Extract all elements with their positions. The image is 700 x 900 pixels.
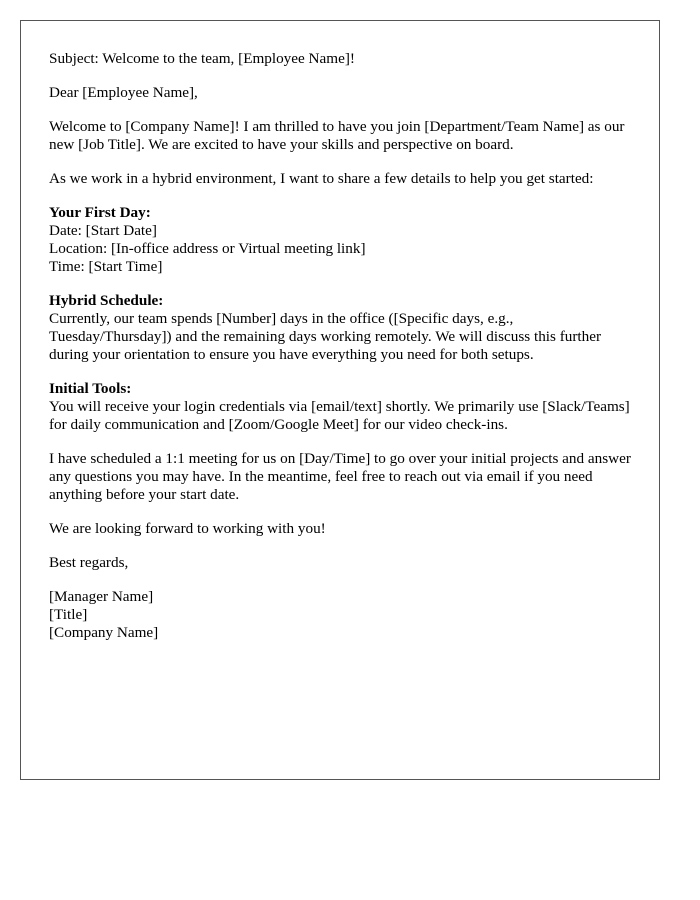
sign-off: Best regards,: [49, 554, 129, 571]
hybrid-intro-paragraph: As we work in a hybrid environment, I want to share a few details to help you get started:: [49, 170, 594, 187]
letter-page: [20, 20, 660, 780]
greeting: Dear [Employee Name],: [49, 84, 198, 101]
intro-paragraph: Welcome to [Company Name]! I am thrilled to have you join [Department/Team Name] as our new [Job Title]. We are excited to have your skills and perspective on board.: [49, 118, 625, 153]
initial-tools-section: [49, 380, 631, 434]
first-day-heading: Your First Day:: [49, 204, 151, 221]
hybrid-schedule-section: [49, 292, 631, 364]
initial-tools-heading: Initial Tools:: [49, 380, 132, 397]
signature-title: [Title]: [49, 606, 88, 623]
signature-manager-name: [Manager Name]: [49, 588, 154, 605]
signature-block: [49, 588, 631, 642]
signature-company-name: [Company Name]: [49, 624, 159, 641]
subject-line: Subject: Welcome to the team, [Employee Name]!: [49, 50, 355, 67]
first-day-date: Date: [Start Date]: [49, 222, 157, 239]
hybrid-schedule-text: Currently, our team spends [Number] days in the office ([Specific days, e.g., Tuesday/Thursday]) and the remaining days working remotely. We will discuss this further during your orientation to ensure you have everything you need for both setups.: [49, 310, 602, 363]
first-day-section: [49, 204, 631, 276]
looking-forward-line: We are looking forward to working with you!: [49, 520, 326, 537]
first-day-location: Location: [In-office address or Virtual meeting link]: [49, 240, 366, 257]
hybrid-schedule-heading: Hybrid Schedule:: [49, 292, 164, 309]
first-day-time: Time: [Start Time]: [49, 258, 163, 275]
meeting-paragraph: I have scheduled a 1:1 meeting for us on [Day/Time] to go over your initial projects and answer any questions you may have. In the meantime, feel free to reach out via email if you need anything before your start date.: [49, 450, 631, 503]
initial-tools-text: You will receive your login credentials via [email/text] shortly. We primarily use [Slack/Teams] for daily communication and [Zoom/Google Meet] for our video check-ins.: [49, 398, 630, 433]
